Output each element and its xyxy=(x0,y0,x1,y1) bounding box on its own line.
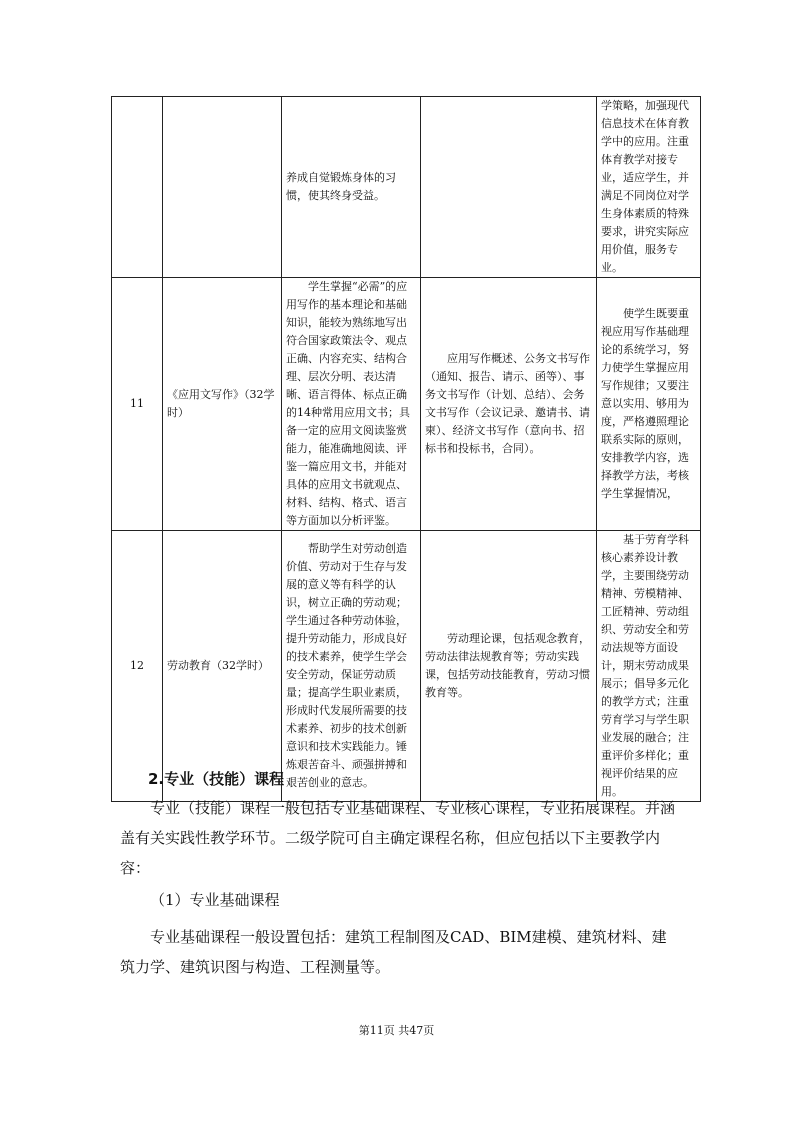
subsection-paragraph: 专业基础课程一般设置包括：建筑工程制图及CAD、BIM建模、建筑材料、建筑力学、建筑识图与构造、工程测量等。 xyxy=(120,928,667,976)
course-content: 应用写作概述、公务文书写作（通知、报告、请示、函等）、事务文书写作（计划、总结）、会务文书写作（会议记录、邀请书、请柬）、经济文书写作（意向书、招标书和投标书，合同）。 xyxy=(421,278,597,531)
course-content: 劳动理论课，包括观念教育，劳动法律法规教育等；劳动实践课，包括劳动技能教育，劳动习惯教育等。 xyxy=(421,531,597,802)
course-goal: 帮助学生对劳动创造价值、劳动对于生存与发展的意义等有科学的认识，树立正确的劳动观；学生通过各种劳动体验，提升劳动能力，形成良好的技术素养，使学生学会安全劳动，保证劳动质量；提高学生职业素质，形成时代发展所需要的技术素养、初步的技术创新意识和技术实践能力。锤炼艰苦奋斗、顽强拼搏和艰苦创业的意志。 xyxy=(282,531,421,802)
table-row xyxy=(112,531,701,802)
page-footer: 第11页 共47页 xyxy=(358,1024,435,1037)
course-name: 《应用文写作》（32学时） xyxy=(163,278,282,531)
course-number: 11 xyxy=(112,278,163,531)
course-goal: 养成自觉锻炼身体的习惯，使其终身受益。 xyxy=(282,97,421,278)
course-goal: 学生掌握“必需”的应用写作的基本理论和基础知识，能较为熟练地写出符合国家政策法令、观点正确、内容充实、结构合理、层次分明、表达清晰、语言得体、标点正确的14种常用应用文书；具备一定的应用文阅读鉴赏能力，能准确地阅读、评鉴一篇应用文书，并能对具体的应用文书就观点、材料、结构、格式、语言等方面加以分析评鉴。 xyxy=(282,278,421,531)
course-name xyxy=(163,97,282,278)
course-table xyxy=(111,96,701,802)
course-number xyxy=(112,97,163,278)
subsection-heading: （1）专业基础课程 xyxy=(150,891,280,909)
section-heading: 2.专业（技能）课程 xyxy=(148,770,285,788)
course-requirement: 使学生既要重视应用写作基础理论的系统学习，努力使学生掌握应用写作规律；又要注意以实用、够用为度，严格遵照理论联系实际的原则，安排教学内容，选择教学方法，考核学生掌握情况， xyxy=(597,278,701,531)
course-requirement: 基于劳育学科核心素养设计教学，主要围绕劳动精神、劳模精神、工匠精神、劳动组织、劳动安全和劳动法规等方面设计，期末劳动成果展示；倡导多元化的教学方式；注重劳育学习与学生职业发展的融合；注重评价多样化；重视评价结果的应用。 xyxy=(597,531,701,802)
course-number: 12 xyxy=(112,531,163,802)
course-requirement: 学策略，加强现代信息技术在体育教学中的应用。注重体育教学对接专业，适应学生，并满足不同岗位对学生身体素质的特殊要求，讲究实际应用价值，服务专业。 xyxy=(597,97,701,278)
section-paragraph: 专业（技能）课程一般包括专业基础课程、专业核心课程，专业拓展课程。并涵盖有关实践性教学环节。二级学院可自主确定课程名称，但应包括以下主要教学内容： xyxy=(120,799,676,877)
table-row xyxy=(112,97,701,278)
course-content xyxy=(421,97,597,278)
table-row xyxy=(112,278,701,531)
course-name: 劳动教育（32学时） xyxy=(163,531,282,802)
